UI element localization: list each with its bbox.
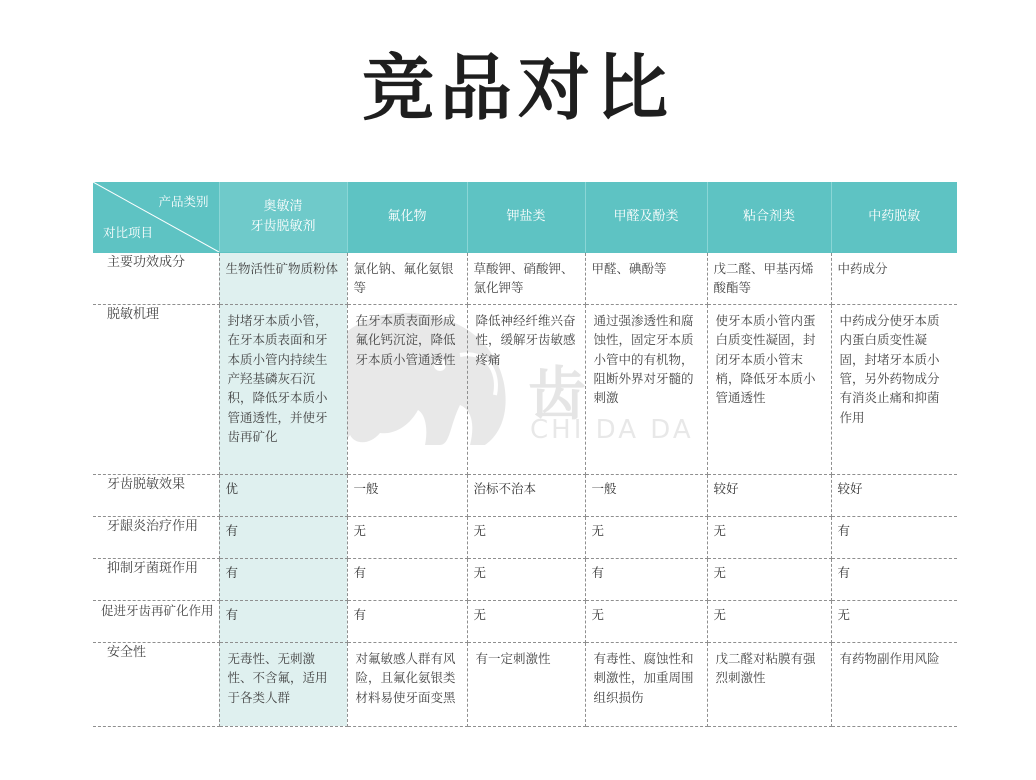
table-row — [93, 600, 957, 642]
table-cell: 有 — [831, 558, 957, 600]
table-cell: 无 — [585, 600, 707, 642]
comparison-table — [93, 182, 957, 727]
corner-top-label: 产品类别 — [158, 194, 209, 209]
table-cell: 优 — [219, 474, 347, 516]
row-label: 安全性 — [93, 642, 219, 726]
table-cell: 无 — [467, 558, 585, 600]
table-cell: 戊二醛、甲基丙烯酸酯等 — [707, 253, 831, 305]
table-row — [93, 516, 957, 558]
table-cell: 有 — [219, 516, 347, 558]
row-label: 促进牙齿再矿化作用 — [93, 600, 219, 642]
col-header: 甲醛及酚类 — [585, 182, 707, 253]
page-title: 竞品对比 — [361, 46, 674, 130]
table-cell: 有药物副作用风险 — [831, 642, 957, 726]
row-label: 抑制牙菌斑作用 — [93, 558, 219, 600]
col-header: 钾盐类 — [467, 182, 585, 253]
table-cell: 甲醛、碘酚等 — [585, 253, 707, 305]
col-header: 粘合剂类 — [707, 182, 831, 253]
table-cell: 无 — [707, 558, 831, 600]
table-cell: 一般 — [585, 474, 707, 516]
table-cell: 降低神经纤维兴奋性，缓解牙齿敏感疼痛 — [467, 304, 585, 474]
table-row — [93, 558, 957, 600]
table-cell: 有 — [347, 600, 467, 642]
table-cell: 无 — [467, 516, 585, 558]
table-cell: 有 — [219, 558, 347, 600]
table-cell: 无 — [707, 600, 831, 642]
table-cell: 较好 — [707, 474, 831, 516]
table-cell: 戊二醛对粘膜有强烈刺激性 — [707, 642, 831, 726]
table-row — [93, 474, 957, 516]
table-cell: 对氟敏感人群有风险，且氟化氨银类材料易使牙面变黑 — [347, 642, 467, 726]
row-label: 脱敏机理 — [93, 304, 219, 474]
table-row — [93, 304, 957, 474]
table-cell: 中药成分使牙本质内蛋白质变性凝固，封堵牙本质小管，另外药物成分有消炎止痛和抑菌作用 — [831, 304, 957, 474]
table-cell: 无 — [831, 600, 957, 642]
corner-cell — [93, 182, 219, 253]
table-cell: 有 — [347, 558, 467, 600]
table-cell: 无 — [347, 516, 467, 558]
table-cell: 有毒性、腐蚀性和刺激性，加重周围组织损伤 — [585, 642, 707, 726]
watermark-cn: 齿 — [528, 360, 587, 428]
table-cell: 草酸钾、硝酸钾、氯化钾等 — [467, 253, 585, 305]
col-header: 氟化物 — [347, 182, 467, 253]
col-header: 中药脱敏 — [831, 182, 957, 253]
table-cell: 封堵牙本质小管，在牙本质表面和牙本质小管内持续生产羟基磷灰石沉积，降低牙本质小管通透性，并使牙齿再矿化 — [219, 304, 347, 474]
table-cell: 通过强渗透性和腐蚀性，固定牙本质小管中的有机物，阻断外界对牙髓的刺激 — [585, 304, 707, 474]
table-cell: 无 — [707, 516, 831, 558]
table-cell: 有 — [831, 516, 957, 558]
table-row — [93, 642, 957, 726]
table-cell: 中药成分 — [831, 253, 957, 305]
table-cell: 无毒性、无刺激性、不含氟，适用于各类人群 — [219, 642, 347, 726]
table-cell: 无 — [467, 600, 585, 642]
table-row — [93, 253, 957, 305]
table-cell: 有 — [585, 558, 707, 600]
table-cell: 无 — [585, 516, 707, 558]
row-label: 主要功效成分 — [93, 253, 219, 305]
table-cell: 有一定刺激性 — [467, 642, 585, 726]
table-cell: 生物活性矿物质粉体 — [219, 253, 347, 305]
row-label: 牙齿脱敏效果 — [93, 474, 219, 516]
corner-bottom-label: 对比项目 — [103, 224, 154, 240]
table-cell: 氯化钠、氟化氨银等 — [347, 253, 467, 305]
watermark-en: CHI DA DA — [530, 415, 694, 445]
table-cell: 有 — [219, 600, 347, 642]
col-header-featured: 奥敏清 牙齿脱敏剂 — [219, 182, 347, 253]
table-cell: 一般 — [347, 474, 467, 516]
header-row — [93, 182, 957, 253]
table-cell: 治标不治本 — [467, 474, 585, 516]
row-label: 牙龈炎治疗作用 — [93, 516, 219, 558]
table-cell: 使牙本质小管内蛋白质变性凝固，封闭牙本质小管末梢，降低牙本质小管通透性 — [707, 304, 831, 474]
table-cell: 较好 — [831, 474, 957, 516]
table-cell: 在牙本质表面形成氟化钙沉淀，降低牙本质小管通透性 — [347, 304, 467, 474]
